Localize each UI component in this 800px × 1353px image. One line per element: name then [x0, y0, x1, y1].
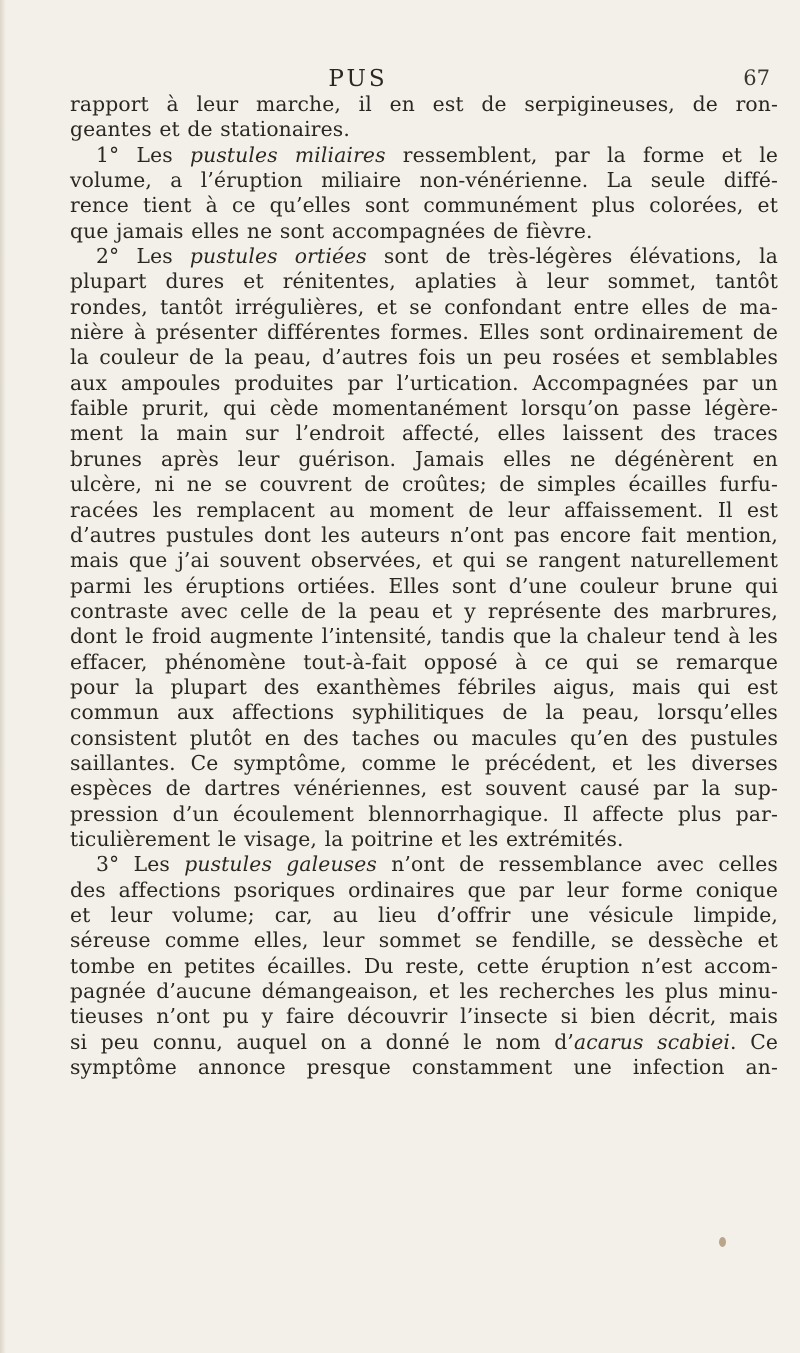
text-line: ment la main sur l’endroit affecté, elles laissent des traces [70, 421, 778, 446]
text-line: ticulièrement le visage, la poitrine et les extrémités. [70, 826, 624, 851]
text-line: dont le froid augmente l’intensité, tandis que la chaleur tend à les [70, 624, 778, 649]
text-line: tombe en petites écailles. Du reste, cette éruption n’est accom- [70, 953, 778, 978]
text-line: aux ampoules produites par l’urtication. Accompagnées par un [70, 370, 778, 395]
text-line: pression d’un écoulement blennorrhagique. Il affecte plus par- [70, 801, 778, 826]
text-line: pour la plupart des exanthèmes fébriles aigus, mais qui est [70, 674, 778, 699]
text-line: symptôme annonce presque constamment une infection an- [70, 1055, 778, 1080]
text-line: espèces de dartres vénériennes, est souvent causé par la sup- [70, 776, 778, 801]
text-line: commun aux affections syphilitiques de la peau, lorsqu’elles [70, 700, 778, 725]
text-line: mais que j’ai souvent observées, et qui se rangent naturellement [70, 548, 778, 573]
text-line: brunes après leur guérison. Jamais elles ne dégénèrent en [70, 446, 778, 471]
text-line: d’autres pustules dont les auteurs n’ont pas encore fait mention, [70, 522, 778, 547]
text-line: nière à présenter différentes formes. Elles sont ordinairement de [70, 320, 778, 345]
text-line: et leur volume; car, au lieu d’offrir une vésicule limpide, [70, 903, 778, 927]
text-line: 1° Les pustules miliaires ressemblent, par la forme et le [96, 142, 778, 167]
text-line: tieuses n’ont pu y faire découvrir l’insecte si bien décrit, mais [70, 1004, 778, 1029]
text-line: parmi les éruptions ortiées. Elles sont d’une couleur brune qui [70, 573, 778, 598]
text-line: plupart dures et rénitentes, aplaties à leur sommet, tantôt [70, 269, 778, 294]
text-line: faible prurit, qui cède momentanément lorsqu’on passe légère- [70, 396, 778, 421]
running-title: PUS [328, 66, 388, 92]
text-line: consistent plutôt en des taches ou macules qu’en des pustules [70, 725, 778, 750]
italic-term: pustules ortiées [189, 244, 367, 269]
text-line: que jamais elles ne sont accompagnées de fièvre. [70, 218, 593, 243]
text-line: geantes et de stationaires. [70, 117, 350, 142]
text-line: des affections psoriques ordinaires que par leur forme conique [70, 877, 778, 902]
text-line: séreuse comme elles, leur sommet se fendille, se dessèche et [70, 928, 778, 953]
text-line: si peu connu, auquel on a donné le nom d’acarus scabiei. Ce [70, 1029, 779, 1054]
text-line: saillantes. Ce symptôme, comme le précédent, et les diverses [70, 750, 778, 775]
text-line: racées les remplacent au moment de leur affaissement. Il est [70, 497, 778, 522]
ink-spot [719, 1237, 726, 1247]
text-line: 3° Les pustules galeuses n’ont de ressemblance avec celles [96, 852, 778, 877]
text-line: 2° Les pustules ortiées sont de très-légères élévations, la [96, 244, 778, 269]
text-line: volume, a l’éruption miliaire non-vénérienne. La seule diffé- [70, 168, 778, 193]
italic-term: acarus scabiei [573, 1029, 731, 1054]
text-line: ulcère, ni ne se couvrent de croûtes; de simples écailles furfu- [70, 472, 778, 497]
italic-term: pustules galeuses [184, 852, 377, 877]
page-edge-shadow [0, 0, 6, 1353]
text-line: effacer, phénomène tout-à-fait opposé à ce qui se remarque [70, 649, 778, 674]
text-line: rence tient à ce qu’elles sont communément plus colorées, et [70, 193, 778, 218]
text-line: rapport à leur marche, il en est de serpigineuses, de ron- [70, 92, 778, 116]
body-text [70, 92, 778, 1080]
text-line: pagnée d’aucune démangeaison, et les recherches les plus minu- [70, 979, 778, 1004]
italic-term: pustules miliaires [189, 142, 386, 167]
page-number: 67 [743, 66, 770, 90]
text-line: rondes, tantôt irrégulières, et se confondant entre elles de ma- [70, 294, 778, 319]
text-line: la couleur de la peau, d’autres fois un peu rosées et semblables [70, 345, 778, 370]
text-line: contraste avec celle de la peau et y représente des marbrures, [70, 598, 778, 623]
